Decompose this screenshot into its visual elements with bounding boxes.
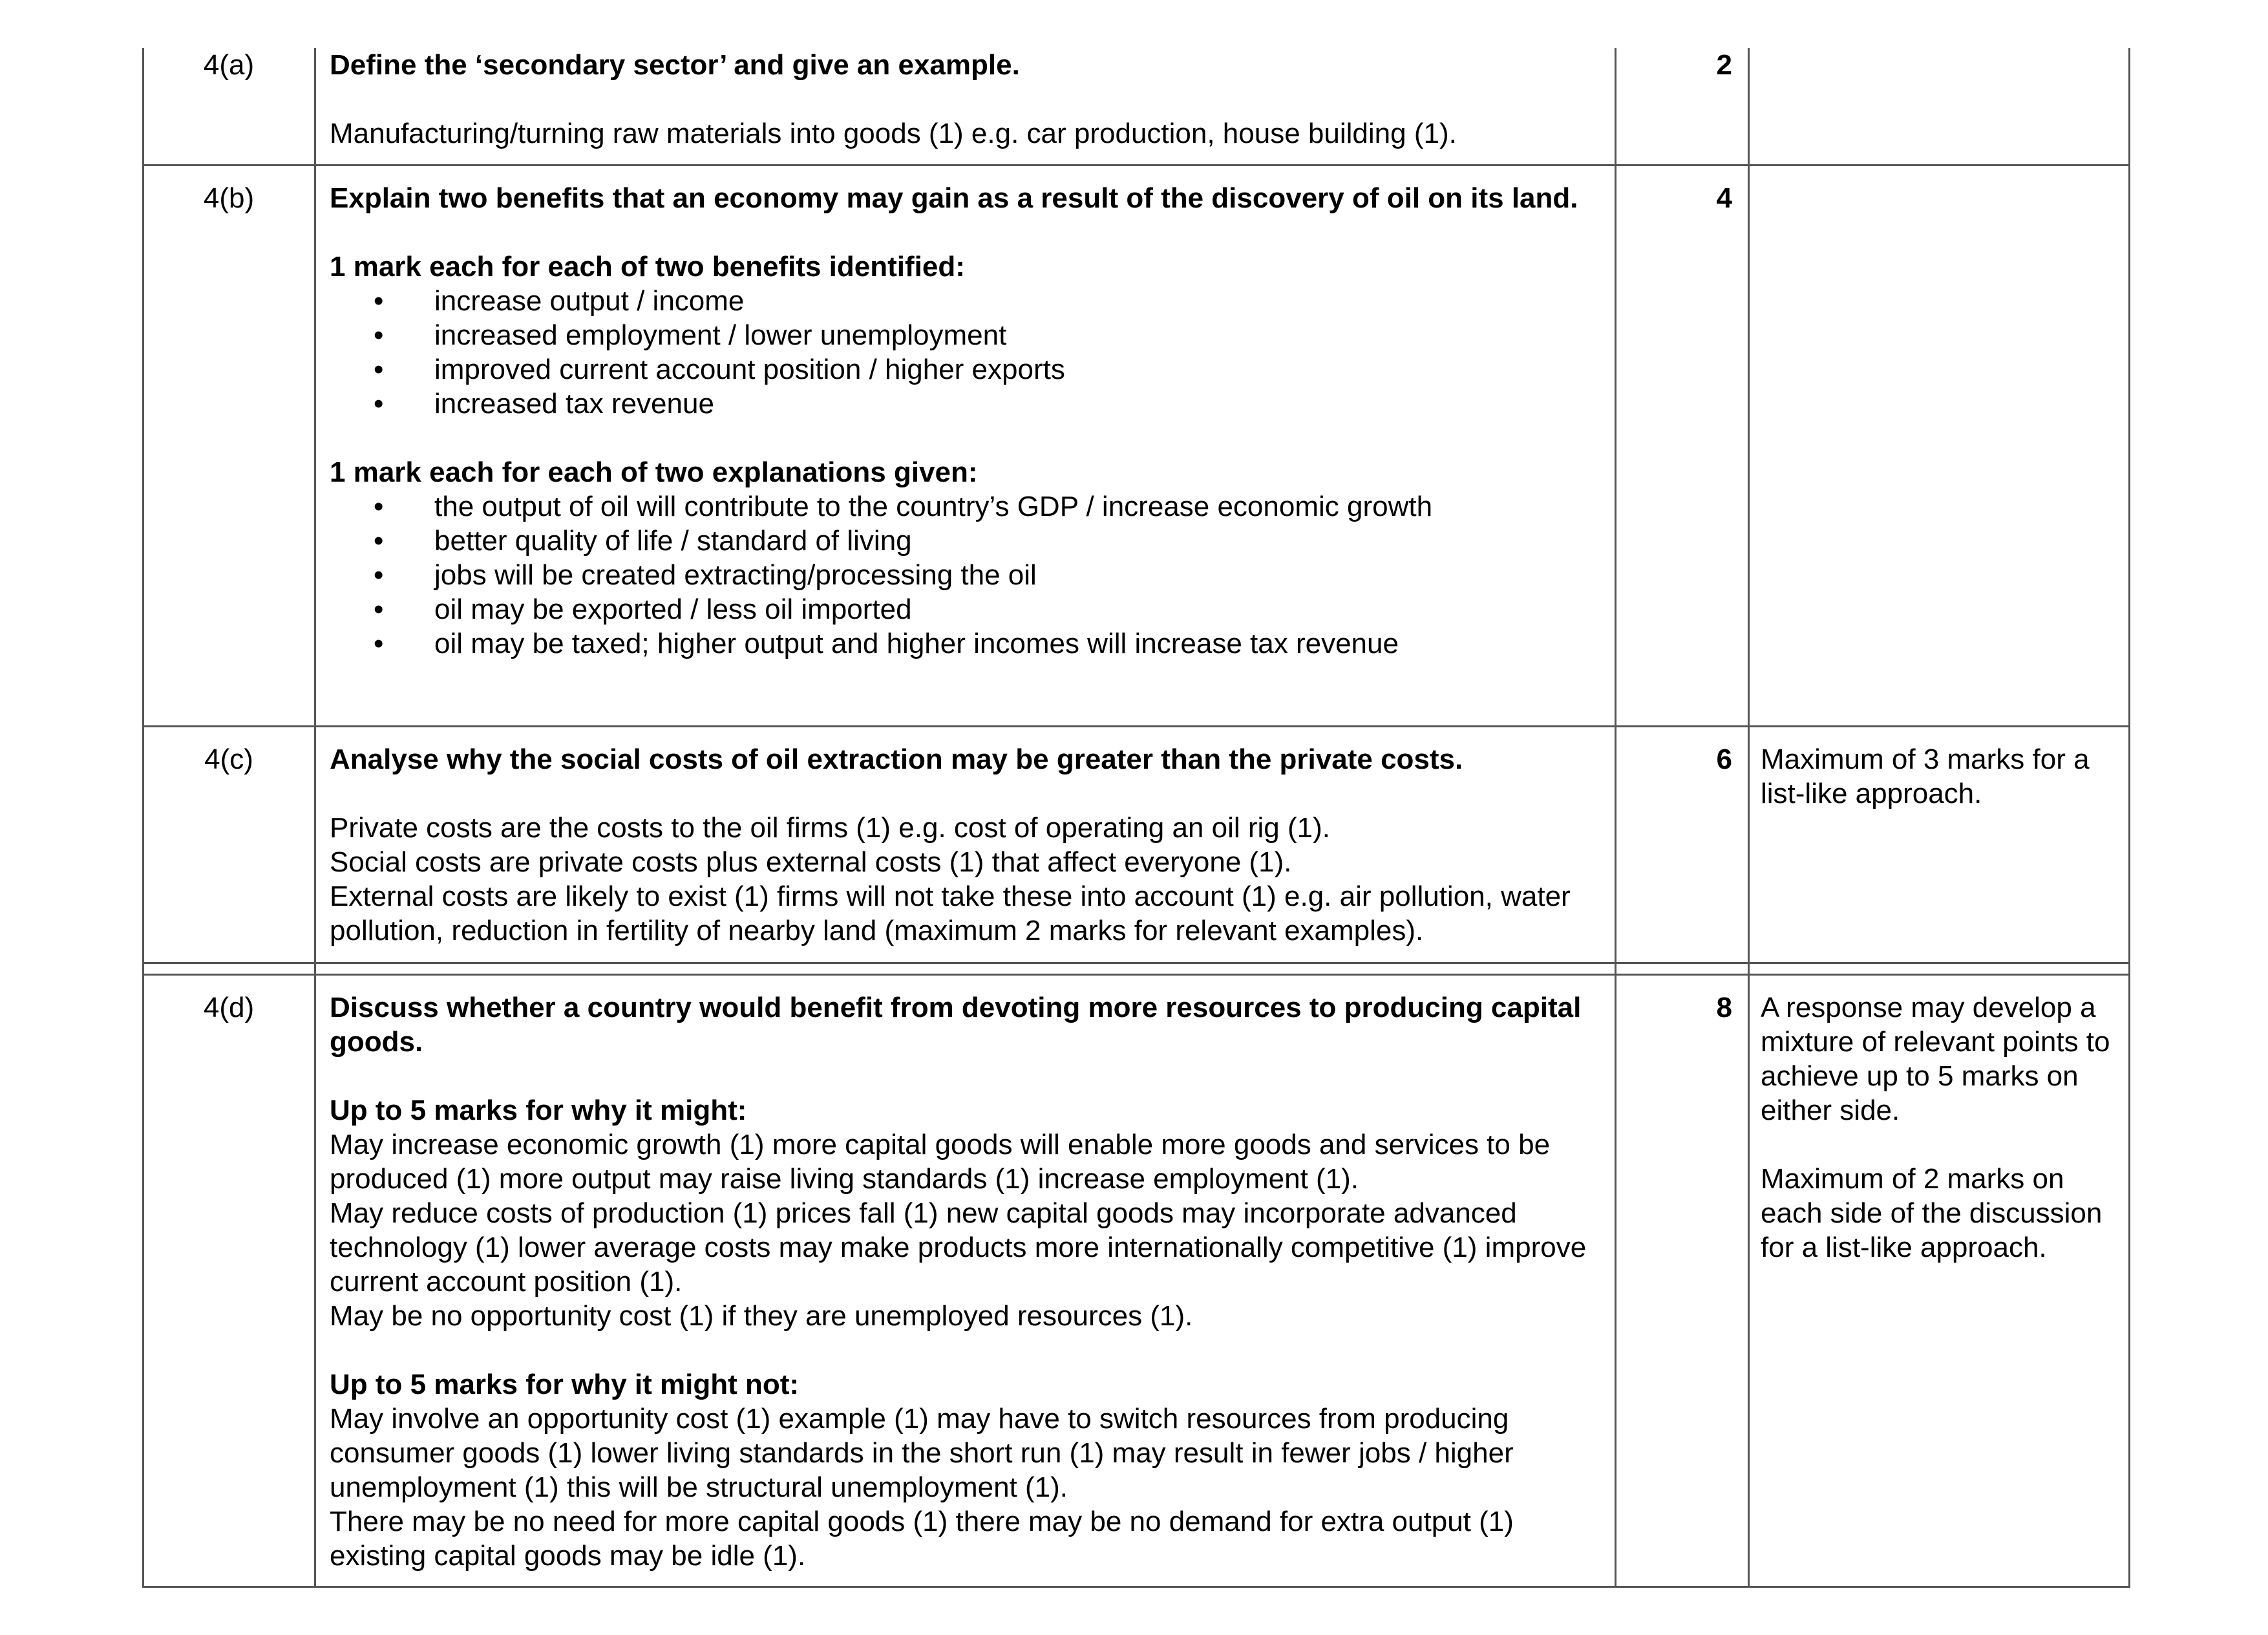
list-item: • increased tax revenue (330, 387, 1609, 421)
marks-value: 8 (1716, 992, 1732, 1023)
question-number: 4(d) (203, 992, 255, 1023)
column-divider-1 (314, 48, 316, 1588)
answer-text: Manufacturing/turning raw materials into goods (1) e.g. car production, house building (1). (330, 118, 1457, 149)
list-item: • improved current account position / higher exports (330, 352, 1609, 387)
answer-line: May be no opportunity cost (1) if they are unemployed resources (1). (330, 1300, 1193, 1332)
mark-criteria-heading: 1 mark each for each of two benefits identified: (330, 251, 965, 283)
list-item: • oil may be taxed; higher output and higher incomes will increase tax revenue (330, 626, 1609, 661)
benefits-list (330, 284, 1609, 421)
mark-criteria-heading: Up to 5 marks for why it might not: (330, 1369, 800, 1400)
answer-line: May increase economic growth (1) more capital goods will enable more goods and services to be produced (1) more output may raise living standards (1) increase employment (1). (330, 1129, 1551, 1195)
question-text: Analyse why the social costs of oil extraction may be greater than the private costs. (330, 743, 1463, 775)
guidance-text: Maximum of 2 marks on each side of the discussion for a list-like approach. (1761, 1163, 2103, 1263)
column-divider-3 (1748, 48, 1750, 1588)
answer-line: Private costs are the costs to the oil firms (1) e.g. cost of operating an oil rig (1). (330, 812, 1330, 844)
explanations-list (330, 489, 1609, 661)
question-number: 4(b) (203, 182, 255, 214)
question-content (330, 48, 1609, 151)
row-divider (142, 164, 2130, 166)
question-content (330, 181, 1609, 661)
list-item: • increase output / income (330, 284, 1609, 318)
guidance-text: A response may develop a mixture of relevant points to achieve up to 5 marks on either side. (1761, 992, 2110, 1126)
row-divider-double-top (142, 962, 2130, 964)
mark-criteria-heading: 1 mark each for each of two explanations given: (330, 456, 978, 488)
question-text: Define the ‘secondary sector’ and give an example. (330, 49, 1020, 81)
list-item: • jobs will be created extracting/processing the oil (330, 558, 1609, 592)
row-divider (142, 725, 2130, 727)
table-border-bottom (142, 1586, 2130, 1588)
column-divider-2 (1615, 48, 1616, 1588)
table-border-right (2128, 48, 2130, 1588)
answer-line: May reduce costs of production (1) prices fall (1) new capital goods may incorporate advanced technology (1) lower average costs may make products more internationally competitive (1) improve current account position (1). (330, 1197, 1587, 1298)
row-divider-double-bottom (142, 974, 2130, 976)
question-number: 4(c) (204, 743, 253, 775)
answer-line: May involve an opportunity cost (1) example (1) may have to switch resources from producing consumer goods (1) lower living standards in the short run (1) may result in fewer jobs / higher unemployment (1) this will be structural unemployment (1). (330, 1403, 1514, 1503)
list-item: • the output of oil will contribute to the country’s GDP / increase economic growth (330, 489, 1609, 524)
list-item: • better quality of life / standard of living (330, 524, 1609, 558)
marks-value: 6 (1716, 743, 1732, 775)
list-item: • oil may be exported / less oil imported (330, 592, 1609, 626)
answer-line: There may be no need for more capital goods (1) there may be no demand for extra output (1) existing capital goods may be idle (1). (330, 1506, 1514, 1572)
question-number: 4(a) (203, 49, 255, 81)
list-item: • increased employment / lower unemployment (330, 318, 1609, 352)
question-content (330, 742, 1609, 948)
answer-line: Social costs are private costs plus external costs (1) that affect everyone (1). (330, 846, 1292, 878)
guidance-notes (1761, 990, 2129, 1265)
mark-criteria-heading: Up to 5 marks for why it might: (330, 1095, 747, 1126)
marks-value: 4 (1716, 182, 1732, 214)
answer-line: External costs are likely to exist (1) firms will not take these into account (1) e.g. air pollution, water pollution, reduction in fertility of nearby land (maximum 2 marks for relevant examples). (330, 881, 1571, 946)
question-text: Explain two benefits that an economy may gain as a result of the discovery of oil on its land. (330, 182, 1578, 214)
question-text: Discuss whether a country would benefit from devoting more resources to producing capital goods. (330, 992, 1582, 1058)
question-content (330, 990, 1609, 1573)
guidance-text: Maximum of 3 marks for a list-like approach. (1761, 743, 2090, 809)
table-border-left (142, 48, 144, 1588)
marks-value: 2 (1716, 49, 1732, 81)
